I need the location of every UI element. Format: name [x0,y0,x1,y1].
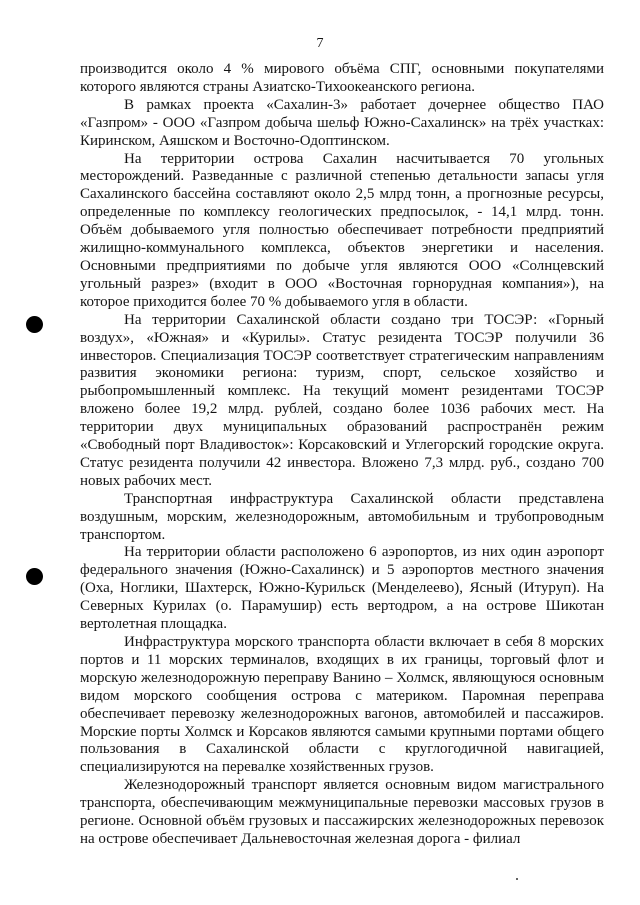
paragraph-transport-overview: Транспортная инфраструктура Сахалинской области представлена воздушным, морским, железнодорожным, автомобильным и трубопроводным транспортом. [80,490,604,543]
paragraph-sakhalin-3: В рамках проекта «Сахалин-3» работает дочернее общество ПАО «Газпром» - ООО «Газпром добыча шельф Южно-Сахалинск» на трёх участках: Киринском, Аяшском и Восточно-Одоптинском. [80,96,604,149]
page-number: 7 [316,36,324,51]
paragraph-coal: На территории острова Сахалин насчитывается 70 угольных месторождений. Разведанные с различной степенью детальности запасы угля Сахалинского бассейна составляют около 2,5 млрд тонн, а прогнозные ресурсы, определенные по комплексу геологических предпосылок, - 14,1 млрд. тонн. Объём добываемого угля полностью обеспечивает потребности предприятий жилищно-коммунального комплекса, объектов энергетики и населения. Основными предприятиями по добыче угля являются ООО «Солнцевский угольный разрез» (входит в ООО «Восточная горнорудная компания»), на которое приходится более 70 % добываемого угля в области. [80,150,604,310]
paragraph-airports: На территории области расположено 6 аэропортов, из них один аэропорт федерального значения (Южно-Сахалинск) и 5 аэропортов местного значения (Оха, Ноглики, Шахтерск, Южно-Курильск (Менделеево), Ясный (Итуруп). На Северных Курилах (о. Парамушир) есть вертодром, а на острове Шикотан вертолетная площадка. [80,544,604,633]
scan-speck [516,878,518,880]
punch-hole-mark [26,316,43,333]
paragraph-tosed: На территории Сахалинской области создано три ТОСЭР: «Горный воздух», «Южная» и «Курилы». Статус резидента ТОСЭР получили 36 инвесторов. Специализация ТОСЭР соответствует стратегическим направлениям развития экономики региона: туризм, спорт, сельское хозяйство и рыбопромышленный комплекс. На текущий момент резидентами ТОСЭР вложено более 19,2 млрд. рублей, создано более 1036 рабочих мест. На территории двух муниципальных образований распространён режим «Свободный порт Владивосток»: Корсаковский и Углегорский городские округа. Статус резидента получили 42 инвестора. Вложено 7,3 млрд. руб., создано 700 новых рабочих мест. [80,311,604,489]
punch-hole-mark [26,568,43,585]
paragraph-sea-transport: Инфраструктура морского транспорта области включает в себя 8 морских портов и 11 морских терминалов, входящих в их границы, торговый флот и морскую железнодорожную переправу Ванино – Холмск, являющуюся основным видом морского сообщения острова с материком. Паромная переправа обеспечивает перевозку железнодорожных вагонов, автомобилей и пассажиров. Морские порты Холмск и Корсаков являются самыми крупными портами общего пользования в Сахалинской области с круглогодичной навигацией, специализируются на перевалке хозяйственных грузов. [80,634,604,776]
paragraph-railway: Железнодорожный транспорт является основным видом магистрального транспорта, обеспечивающим межмуниципальные перевозки массовых грузов в регионе. Основной объём грузовых и пассажирских железнодорожных перевозок на острове обеспечивает Дальневосточная железная дорога - филиал [80,777,604,847]
body-text [80,61,604,849]
paragraph-lng-export: производится около 4 % мирового объёма СПГ, основными покупателями которого являются страны Азиатско-Тихоокеанского региона. [80,61,604,95]
